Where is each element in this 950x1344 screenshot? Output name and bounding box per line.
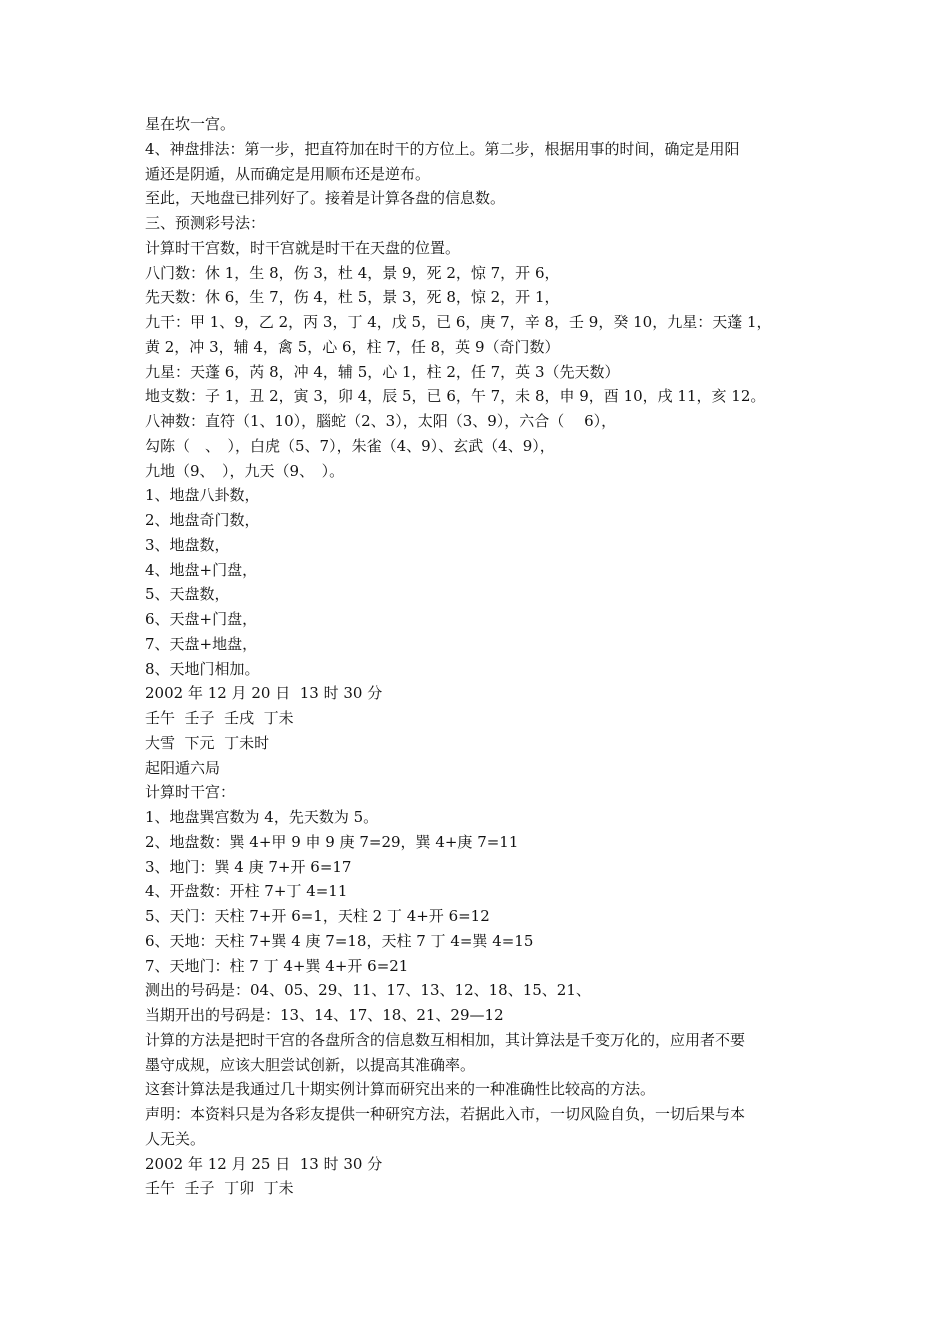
text-line: 声明：本资料只是为各彩友提供一种研究方法，若据此入市，一切风险自负，一切后果与本	[145, 1105, 746, 1123]
text-line: 人无关。	[145, 1129, 206, 1148]
text-line: 先天数：休 6，生 7，伤 4，杜 5，景 3，死 8，惊 2，开 1，	[145, 288, 560, 307]
text-line: 墨守成规，应该大胆尝试创新，以提高其准确率。	[145, 1055, 476, 1074]
list-item: 4、开盘数：开柱 7+丁 4=11	[145, 882, 348, 901]
list-item: 7、天地门：柱 7 丁 4+巽 4+开 6=21	[145, 956, 409, 975]
text-line: 遁还是阴遁，从而确定是用顺布还是逆布。	[145, 164, 431, 183]
date-line: 2002 年 12 月 25 日 13 时 30 分	[145, 1154, 383, 1173]
list-item: 8、天地门相加。	[145, 659, 260, 678]
text-line: 八神数：直符（1、10），腦蛇（2、3），太阳（3、9），六合（ 6），	[145, 412, 617, 430]
text-line: 当期开出的号码是：13、14、17、18、21、29—12	[145, 1006, 504, 1024]
list-item: 1、地盘巽宫数为 4，先天数为 5。	[145, 808, 379, 826]
text-line: 地支数：子 1，丑 2，寅 3，卯 4，辰 5，已 6，午 7，未 8，申 9，酉 10，戌 11，亥 12。	[145, 387, 766, 406]
text-line: 黄 2，冲 3，辅 4，禽 5，心 6，柱 7，任 8，英 9（奇门数）	[145, 337, 560, 356]
text-line: 起阳遁六局	[145, 758, 221, 777]
text-line: 九地（9、 ），九天（9、 ）。	[145, 461, 345, 480]
text-line: 计算的方法是把时干宫的各盘所含的信息数互相相加，其计算法是千变万化的，应用者不要	[145, 1030, 746, 1049]
text-line: 至此，天地盘已排列好了。接着是计算各盘的信息数。	[145, 189, 506, 208]
list-item: 5、天门：天柱 7+开 6=1，天柱 2 丁 4+开 6=12	[145, 907, 490, 925]
text-line: 八门数：休 1，生 8，伤 3，杜 4，景 9，死 2，惊 7，开 6，	[145, 263, 560, 282]
text-line: 计算时干宫数，时干宫就是时干在天盘的位置。	[145, 238, 461, 257]
section-heading: 三、预测彩号法：	[145, 214, 266, 232]
text-line: 4、神盘排法：第一步，把直符加在时干的方位上。第二步，根据用事的时间，确定是用阳	[145, 139, 740, 158]
list-item: 6、天地：天柱 7+巽 4 庚 7=18，天柱 7 丁 4=巽 4=15	[145, 931, 534, 950]
list-item: 5、天盘数，	[145, 585, 230, 604]
date-line: 2002 年 12 月 20 日 13 时 30 分	[145, 684, 383, 703]
list-item: 3、地门：巽 4 庚 7+开 6=17	[145, 857, 352, 876]
list-item: 6、天盘+门盘，	[145, 610, 258, 628]
list-item: 7、天盘+地盘，	[145, 634, 258, 653]
document-page	[145, 112, 815, 1201]
list-item: 3、地盘数，	[145, 535, 230, 554]
text-line: 勾陈（ 、 ），白虎（5、7），朱雀（4、9）、玄武（4、9），	[145, 436, 555, 455]
text-line: 九星：天蓬 6，芮 8，冲 4，辅 5，心 1，柱 2，任 7，英 3（先天数）	[145, 362, 620, 381]
text-line: 测出的号码是：04、05、29、11、17、13、12、18、15、21、	[145, 981, 591, 1000]
text-line: 计算时干宫：	[145, 783, 236, 802]
text-line: 这套计算法是我通过几十期实例计算而研究出来的一种准确性比较高的方法。	[145, 1080, 656, 1099]
list-item: 1、地盘八卦数，	[145, 486, 260, 505]
text-line: 大雪 下元 丁未时	[145, 733, 270, 752]
text-line: 九干：甲 1、9，乙 2，丙 3，丁 4，戊 5，已 6，庚 7，辛 8，壬 9，癸 10，九星：天蓬 1，	[145, 313, 772, 331]
text-line: 壬午 壬子 丁卯 丁未	[145, 1179, 294, 1198]
text-line: 壬午 壬子 壬戌 丁未	[145, 709, 294, 727]
text-line: 星在坎一宫。	[145, 115, 236, 133]
list-item: 2、地盘数：巽 4+甲 9 申 9 庚 7=29，巽 4+庚 7=11	[145, 832, 519, 851]
list-item: 4、地盘+门盘，	[145, 560, 258, 579]
list-item: 2、地盘奇门数，	[145, 511, 260, 529]
